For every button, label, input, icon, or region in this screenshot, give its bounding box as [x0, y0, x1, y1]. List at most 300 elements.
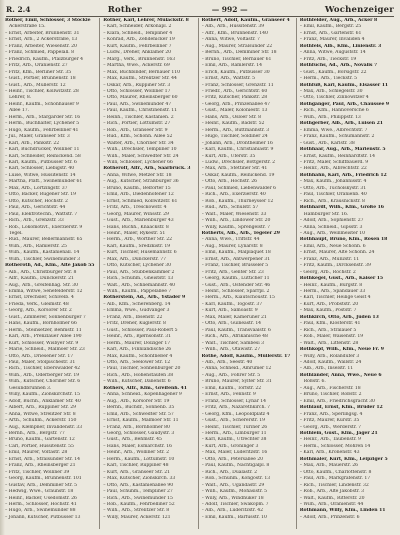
directory-entry: Rothert, Adolf, Kaufm., Granseer 4 [201, 18, 290, 23]
directory-entry: – Walt., Tischler, Sambesi 3 [201, 340, 264, 346]
directory-entry: – Rich., Arb., Dualastr. 2 [201, 469, 257, 475]
directory-entry: – Gust., Maler, Koloniestr. 13 [201, 108, 268, 114]
directory-entry: – Karl, Kaufm., Utrechter 38 [201, 437, 267, 443]
directory-entry: – Paul, Arb., Swinemünder 47 [103, 101, 172, 107]
directory-column-2 [103, 18, 198, 529]
directory-entry: Rothmaler, Kurt, Kfm., Leipziger 5 [299, 456, 388, 462]
directory-entry: – Fritz, Kutscher, Pankstr. 28 [201, 95, 268, 101]
directory-entry: – Paul, Kfm., Klosterstr. 41 [299, 321, 361, 327]
directory-entry: – Gust., Arb., Karlstr. 38 [299, 140, 355, 146]
directory-entry: – Anna, Schneid., Amrumer 12 [201, 366, 272, 372]
directory-entry: – Rich., Arb., Swinemünder 15 [103, 495, 173, 501]
directory-entry: – Otto, Arb., Hochstr. 26 [201, 179, 257, 185]
directory-entry: Rotheroff, Alfr., Arb., Saarbrück. 3 [103, 166, 191, 172]
directory-entry: – Anna, Witwe, Voltastr. 7 [201, 37, 260, 43]
directory-entry: – Adolf, Buchh., Anklamer Str. 40 [5, 398, 81, 404]
directory-entry: – Aug., Arb., Fischerstr. 18 [299, 385, 361, 391]
page-number: — 992 — [211, 5, 248, 14]
directory-entry: – Rich., Arb., Hohenstaufen 38 [103, 372, 174, 378]
directory-entry: – Gust., Arb., Behmstr. 45 [103, 437, 162, 443]
directory-entry: Rothgänger, Paul, Arb., Chaussee 9 [299, 101, 390, 107]
directory-entry: Rother, Karl, Lehrer, Mulackstr. 8 [103, 18, 189, 23]
directory-entry: – Alb., Arb., Lüderitzstr. 42 [201, 508, 264, 514]
directory-entry: – Max, Kaufm., Strelitzer Str. 44 [103, 76, 177, 82]
directory-entry: – Karl, Arb., Pankstr. 22 [5, 140, 60, 146]
directory-entry: – Max, Buchbinder, Bernauer 110 [103, 69, 181, 75]
directory-entry: – Georg, Schlosser, Gaudystr. 3 [103, 431, 175, 436]
directory-entry: – Jul., Maler, Granseer Str. 3 [5, 134, 70, 140]
directory-entry: – Wilh., Kutscher, Dänenstr. 6 [103, 379, 171, 385]
directory-entry: – Friedrich, Kaufm., Pfalzburger 4 [5, 56, 84, 62]
directory-entry: – Gust., Zimmerer, Sonnenburger 7 [5, 314, 86, 320]
directory-entry: – Franz, Schmied, Pappelall. 8 [5, 50, 74, 56]
directory-entry: – Ernst, Arb., Fennstr. 9 [201, 392, 256, 398]
directory-entry: – Rob., Maler, Waisenstr. 19 [299, 334, 364, 340]
directory-entry: – Aug., Maurer, Stralsunder 22 [201, 43, 273, 49]
directory-entry: – Wilh., Arb., Oderberger Str. 19 [5, 372, 80, 378]
directory-entry: – Hugo, Arb., Swinemünder 88 [5, 508, 76, 514]
directory-entry: – Paul, Schuhm., Templiner 27 [103, 489, 173, 495]
directory-entry: – Karl, Tischler, Heilige Geist 4 [299, 295, 371, 301]
directory-entry: – Alb., Arb., Seestr. 40 [201, 360, 253, 366]
directory-entry: – Otto, Arb., Seelower Str. 12 [103, 360, 171, 366]
directory-entry: – Paul, Arb., Stubbenkammer 2 [103, 269, 175, 275]
directory-entry: – Gust., Arb., Ostender Str. 46 [201, 282, 271, 288]
directory-entry: – Aug., Arb., Föhrer Str. 5 [201, 372, 261, 378]
directory-entry: – Rich., Tischler, Lindenstr. 32 [299, 482, 369, 488]
directory-entry: – Rich., Arb., Afrikanische 48 [201, 334, 268, 340]
directory-entry: – Wilh., Arb., Ramlerstr. 25 [5, 243, 67, 249]
directory-entry: – Paul, Arb., Markgrafenstr. 17 [299, 476, 371, 482]
directory-entry: – Max, Maler, Lüderitzstr. 16 [201, 450, 268, 456]
directory-entry: – Karl, Arb., Kronenstr. 43 [299, 450, 360, 456]
directory-entry: Rothlein, Gust., Kfm., Jäger 21 [299, 431, 378, 436]
directory-entry: – Otto, Arb., Petersallee 20 [201, 456, 263, 462]
directory-entry: – Rich., Arb., Stralauer 5 [299, 327, 357, 333]
directory-entry: – Otto, Kaufm., Charlottenstr. 8 [299, 469, 372, 475]
directory-entry: – Karl, Kaufm., Christianiastr. 9 [201, 147, 274, 153]
directory-entry: – Wilh., Maler, Schwedter Str. 24 [103, 153, 179, 159]
directory-entry: – Emil, Arb., Schwedter Str. 57 [103, 411, 174, 417]
directory-entry: – Emma, Wwe., Albrechtstr. 7 [299, 127, 368, 133]
directory-entry: – Franz, Arb., Rheinsberger 21 [5, 463, 76, 469]
directory-entry: – Emil, Arb., Neue Schönh. 6 [299, 243, 366, 249]
directory-entry: Allee 17. [9, 108, 30, 114]
directory-column-4 [300, 18, 395, 529]
directory-entry: Rothers, Alfr., Kfm., Greifenh. 41 [103, 385, 187, 391]
directory-entry: Rothkirch, Otto, Arb., Jüden 13 [299, 314, 379, 320]
directory-entry: – Heinr., Kaufm., Burgstr. 8 [299, 282, 363, 288]
directory-entry: – Herm., Arb., Limburger 11 [201, 431, 267, 436]
directory-entry: – Rud., Kfm., Schönh. Allee 52 [103, 134, 173, 140]
directory-entry: – Rob., Lokomotivf., Exerzierstr. 9 [5, 224, 83, 230]
directory-entry: – Herm., Arb., Spandauer 33 [299, 289, 366, 295]
directory-columns [5, 18, 395, 529]
directory-entry: – Wilh., Arb., Oranienstr. 44 [299, 501, 364, 507]
directory-entry: – Kurt, Tischler, Husemannstr. 6 [103, 250, 177, 256]
directory-entry: – Fritz, Dreher, Kuglerstr. 8 [103, 321, 166, 327]
directory-entry: – Herm., Arb., Wörther Str. 22 [103, 237, 172, 243]
header-section-marker: R. 2.4 [6, 5, 31, 14]
directory-entry: – Karl, Schlosser, Liebigstr. 40 [5, 166, 75, 172]
directory-entry: – Walt., Arb., Littenstr. 28 [299, 340, 359, 346]
directory-entry: – Georg, Kaufm., Brunnenstr. 101 [5, 476, 82, 482]
directory-entry: – Paul, Kaufm., Transvaalstr. 6 [201, 327, 271, 333]
directory-entry: – Heinr., Arb., Taubenstr. 9 [299, 437, 361, 443]
directory-entry: – Kurt, Arb., Probststr. 20 [299, 301, 359, 307]
directory-entry: – Kurt, Schlosser, Wisbyer Str. 9 [5, 340, 79, 346]
directory-entry: – Ernst, Arb., Antwerpener 31 [201, 256, 271, 262]
directory-entry: – Ernst, Kaufm., Malmöer Str. 11 [103, 418, 179, 424]
directory-entry: – Fritz, Arb., Oranienstr. 27 [5, 63, 68, 69]
directory-entry: – Karl, Kaufm., Putbusser Str. 6 [5, 159, 77, 165]
directory-entry: – Paul, Elektrotechn., Wattstr. 7 [5, 211, 78, 217]
directory-entry: – Walt., Arb., Schliemannstr. 40 [103, 282, 176, 288]
directory-entry: – Franz, Arb., Sperlingsg. 4 [299, 411, 363, 417]
directory-entry: – Heinr., Arb., Bjørnsonstr. 31 [103, 334, 171, 340]
directory-entry: – Wilh., Arb., Strelitzer Str. 8 [103, 508, 170, 514]
directory-entry: – Herm., Buchhalter, Lychener 5 [5, 121, 80, 127]
directory-entry: – Gust., Schlosser, Paul-Robert 5 [103, 327, 178, 333]
directory-entry: – Alfr., Kfm., Brunnenstr. 140 [201, 30, 268, 36]
directory-entry: – Rob., Arb., Granseer Str. 9 [103, 127, 168, 133]
directory-entry: – Rich., Kfm., Hannoversche 6 [299, 108, 369, 114]
directory-entry: – Max, Maler, Kameruner 21 [201, 314, 267, 320]
directory-entry: – Willy, Arb., Windhuker 18 [201, 495, 264, 501]
directory-entry: – Heinr., Kaufm., Badstr. 52 [201, 121, 265, 127]
directory-entry: – Herm., Arb., Tieckstr. 5 [299, 76, 358, 82]
directory-column-1 [5, 18, 100, 529]
directory-entry: – Max, Kaufm., Schönfließer 4 [103, 353, 173, 359]
directory-entry: – Anna, Wwe., Triftstr. 44 [201, 237, 260, 243]
directory-entry: – Wilh., Kaufm., Kastanienall. 14 [5, 250, 80, 256]
directory-entry: – Luise, Witwe, Hussitenstr. 14 [5, 172, 76, 178]
directory-entry: – Emil, Kaufm., Torfstr. 22 [201, 385, 262, 391]
directory-entry: – Klara, Schneid., Templiner 4 [103, 30, 173, 36]
directory-entry: – Karl, Arb., Finnländische 26 [103, 347, 172, 353]
directory-entry: – Hugo, Kaufm., Fehrbelliner 41 [5, 127, 79, 133]
directory-entry: – Ernst, Arb., 2 Ackerstraße, 13 [5, 37, 78, 43]
directory-entry: – Anna, Witwe, Strelitzer Str. 8 [5, 411, 76, 417]
directory-entry: – Max, Kaufm., Poststr. 7 [299, 308, 357, 314]
directory-entry: Gesundbrunnen 3. [9, 385, 52, 391]
directory-entry: – Willy, Maurer, Ackerstr. 121 [103, 514, 171, 520]
directory-entry: – Willy, Arb., Rolandufer 3 [299, 353, 360, 359]
directory-entry: – Adolf, Kaufm., Wallstr. 24 [299, 360, 362, 366]
directory-entry: – Karl, Kaufm., Sredzkistr. 19 [103, 243, 171, 249]
directory-entry: – Fritz, Maler, Schiffbauerd. 9 [299, 159, 369, 165]
directory-entry: Rothfuß, Karl, Kaufm., Elsasser 11 [299, 82, 388, 88]
directory-entry: – Gust., Kaufm., Borsigstr. 22 [299, 69, 367, 75]
directory-entry: – Willy, Kaufm., Zionskirchstr. 15 [5, 392, 80, 398]
directory-entry: – Herm., Arb., Stargarder Str. 16 [5, 114, 81, 120]
directory-entry: – Franz, Kaufm., Schumannstr. 2 [299, 134, 375, 140]
directory-entry: Rother, Emil, Schlosser, 3 Stöckle [5, 18, 91, 23]
directory-entry: – Wilh., Kaufm., Mohasistr. 5 [201, 489, 268, 495]
directory-entry: – Franz, Arb., Münzstr. 11 [299, 256, 360, 262]
directory-entry: – Max, Kaufm., Johannisstr. 4 [299, 179, 367, 185]
directory-entry: – Georg, Arb., Prinzenallee 47 [201, 101, 271, 107]
directory-entry: – Hans, Buchh., Knaackstr. 8 [103, 224, 169, 230]
directory-entry: Rothhaupt, Bruno, Kfm., Rosen 18 [299, 237, 388, 243]
directory-entry: – Emil, Arb., Ramlerstr. 14 [201, 63, 263, 69]
directory-entry: – Heinr., Bäcker, Usedomstr. 26 [5, 495, 77, 501]
directory-entry: – Karl, Schneider, Arkonapl. 2 [103, 24, 172, 30]
directory-entry: – Ernst, Arb., Gartenstr. 61 [299, 30, 362, 36]
directory-entry: – Fritz, Arb., Nazarethkirch. 7 [201, 405, 271, 411]
directory-entry: – Aug., Arb., Weinmeister 10 [299, 230, 365, 236]
directory-entry: – Karl, Kaufm., Togostr. 37 [201, 301, 263, 307]
directory-entry: – Kurt, Arb., Samoastr. 9 [201, 308, 258, 314]
directory-entry: – Willi, Schlosser, Lychener 66 [103, 159, 173, 165]
directory-entry: – Bruno, Tischler, Roßstr. 2 [299, 392, 362, 398]
directory-entry: – Ernst, Arb., Wattstr. 5 [201, 76, 255, 82]
directory-entry: – Kurt, Arb., Groninger 3 [201, 443, 259, 449]
directory-entry: Rothfels, Alb., Kfm., Linienstr. 3 [299, 43, 382, 49]
directory-entry: – Hans, Arb., Osloer Str. 8 [201, 114, 261, 120]
directory-entry: – Fritz, Arb., Genter Str. 23 [201, 269, 264, 275]
directory-entry: – Herm., Steinsetzer, Behmstr. 11 [5, 327, 82, 333]
directory-entry: – Paul, Tischler, Oranienb. 40 [299, 192, 367, 198]
directory-entry: – Reinh., Tischler, Kastanien. 2 [103, 114, 174, 120]
directory-entry: – Heinr., Schlosser, Sparrpl. 2 [201, 289, 270, 295]
directory-entry: – Fritz, Arb., Tieckstr. 19 [299, 56, 357, 62]
directory-entry: Rothhardt, Wilh., Kfm., Große 16 [299, 205, 384, 211]
directory-entry: – Max, Kutscher, Zionskirch. 33 [103, 476, 176, 482]
directory-entry: – Anna, Schneid., Gipsstr. 3 [299, 224, 363, 230]
directory-entry: – Alb., Arb., Christburger Str. 8 [5, 269, 77, 275]
directory-entry: Rothfelder, Aug., Arb., Acker 8 [299, 18, 378, 23]
directory-entry: – Alb., Arb., Inselstr. 11 [299, 366, 354, 372]
header-surname-range: Rother [107, 4, 142, 15]
header-middle [108, 5, 248, 15]
directory-entry: – Franz, Arb., Ibsenstr. 22 [103, 314, 163, 320]
directory-entry: Rothgerber, Alb., Arb., Luisen 21 [299, 121, 383, 127]
directory-entry: – Hans, Kaufm., Bornholmer 66 [5, 321, 77, 327]
directory-column-3 [202, 18, 297, 529]
directory-entry: – Max, Arb., Dunckerstr. 77 [103, 256, 166, 262]
directory-entry: – Albert, Arb., Ruppiner Str. 29 [5, 405, 76, 411]
directory-entry: – Georg, Maurer, Winsstr. 29 [103, 211, 169, 217]
directory-entry: – Paul, Arb., Gerichtstr. 44 [5, 205, 66, 211]
directory-entry: – Aug., Klempner, Invalidenstr. 33 [5, 424, 83, 430]
directory-entry: – Arth., Schuhm., Ackerstr. 150 [5, 418, 77, 424]
directory-entry: – Georg, Kaufm., Lütticher 11 [201, 276, 270, 282]
directory-entry: Rothlauf, Ernst, Kfm., Brüder 12 [299, 405, 383, 411]
directory-entry: – Emil, Kaufm., Barfusstr. 10 [201, 514, 267, 520]
directory-entry: – Bernh., Buchdr., Sonnenb. 35 [103, 405, 175, 411]
directory-entry: – Wilh., Tischler, Swinemünder 3 [5, 256, 81, 262]
directory-entry: – Otto, Kutscher, Hochstr. 2 [5, 198, 68, 204]
directory-entry: – Paul, Kaufm., Nachtigalpl. 8 [201, 463, 270, 469]
directory-entry: – Rich., Arb., Exerzierstr. 40 [201, 192, 266, 198]
directory-entry: – Bruno, Kaufm., Belforter 15 [103, 185, 171, 191]
directory-entry: – Herm., Maurer, Dolziger 17 [103, 340, 171, 346]
directory-entry: – Rich., Tischler, Eberswalder 42 [5, 366, 81, 372]
directory-entry: Hamburger Str. 16. [303, 211, 349, 217]
directory-entry: – Willy, Kaufm., Sprengelstr. 7 [201, 224, 271, 230]
directory-entry: – Walt., Kaufm., Ritterstr. 20 [299, 495, 365, 501]
directory-entry: – Rich., Arb., Krausnickstr. 8 [299, 198, 365, 204]
directory-entry: – Aug., Arb., Korsörer Str. 19 [103, 398, 170, 404]
directory-entry: – Otto, Tischler, Zinnowitzer 4 [299, 95, 369, 101]
directory-entry: – Franz, Maurer, Invaliden 4 [299, 37, 365, 43]
directory-entry: – Gust., Arb., Müllerstr. 12 [5, 82, 66, 88]
directory-entry: – Max, Arb., Stettiner Str. 41 [201, 166, 268, 172]
directory-entry: – Alfr., Kaufm., Dunckerstr. 21 [5, 276, 74, 282]
directory-entry: – Konrad, Arb., Zehdenicker 19 [103, 37, 175, 43]
directory-entry: – Max, Arb., Lortzingstr. 37 [5, 185, 68, 191]
directory-entry: Rothhaar, Aug., Arb., Marienstr. 5 [299, 147, 386, 153]
directory-entry: – Emil, Arb., Diedenhofener 12 [103, 192, 174, 198]
directory-entry: – Heinr., Arb., Albrechtstr. 22 [299, 166, 367, 172]
directory-entry: – Rob., Kaufm., Fehrbelliner 52 [103, 501, 175, 507]
directory-entry: Rothländer, Anna, Wwe., Neue 6 [299, 372, 382, 378]
directory-entry: – Wilh., Kutscher, Choriner Str. 6 [5, 379, 81, 385]
directory-entry: – Gust., Arb., Schererstr. 19 [201, 418, 266, 424]
directory-entry: – Ernst, Drechsler, Schivelb. 4 [5, 295, 74, 301]
directory-entry: Rothhahn, Karl, Arb., Friedrich 12 [299, 172, 387, 178]
directory-entry: – Heinr., Tischler, Kollwitzstr. 28 [5, 88, 79, 94]
directory-entry: Rothe, Adolf, Kaufm., Müllerstr. 17 [201, 353, 291, 359]
directory-entry: – Max, Arb., Mauerstr. 26 [299, 463, 359, 469]
directory-entry: – Wilh., Arb., Lindower Str. 20 [201, 218, 271, 224]
directory-entry: – Franz, Arbeiter, Wiesenstr. 20 [5, 43, 77, 49]
directory-entry: – Gust., Portier, Brunnenstr. 18 [5, 76, 76, 82]
directory-entry: – Walt., Arb., Ugandastr. 29 [201, 482, 265, 488]
directory-entry: – Bruno, Tischler, Bernauer 61 [201, 56, 272, 62]
directory-entry: – Ernst, Maurer, Alte Schönh. 24 [299, 250, 375, 256]
directory-entry: – Franz, Arb., Bornholmer 80 [103, 424, 170, 430]
directory-entry: – Emil, Kaufm., Malplaquet 18 [201, 250, 271, 256]
directory-entry: – Gust., Arb., Marienburger 43 [103, 218, 174, 224]
directory-entry: – Hugo, Tischler, Soldiner 24 [201, 134, 268, 140]
directory-entry: – Anna, Schneid., Kopenhagener 9 [103, 392, 182, 398]
directory-entry: – Max, Arb., Schlegelstr. 30 [299, 88, 363, 94]
directory-entry: – Herm., Kaufm., Lottumstr. 10 [103, 456, 175, 462]
directory-entry: – Ernst, Arbeiter, Brunnenstr. 31 [5, 30, 80, 36]
directory-entry: Rothfuchs, Ad., Arb., Novalis 7 [299, 63, 378, 69]
directory-entry: – Herm., Arb., Buttmannstr. 3 [201, 127, 270, 133]
directory-entry: – Georg, Arb., Rochstr. 2 [299, 269, 356, 275]
directory-entry: – Emil, Maurer, Voltastr. 28 [5, 450, 68, 456]
directory-entry: – Aug., Maurer, Lynarstr. 8 [201, 243, 263, 249]
directory-entry: – Ernst, Arb., Stralsunder Str. 14 [5, 456, 80, 462]
directory-entry: – Johann, Kutscher, Putbusser 13 [5, 514, 81, 520]
directory-entry: Rothmann, Willy, Kfm., Linden 11 [299, 508, 386, 514]
directory-entry: – Emil, Kaufm., Bergstr. 25 [299, 24, 362, 30]
directory-entry: – Frieda, Verk., Gleimstr. 48 [5, 301, 69, 307]
directory-entry: – Fritz, Kaufm., Dircksenstr. 39 [299, 263, 371, 269]
directory-entry: – Franz, Tischler, Brüsseler 5 [201, 263, 269, 269]
directory-entry: – Paul, Kaufm., Christinenstr. 11 [103, 108, 178, 114]
directory-entry: – Paul, Schmied, Liebenwalder 6 [201, 185, 276, 191]
directory-entry: – Rich., Portier, Lottumstr. 27 [103, 121, 171, 127]
directory-entry: – Otto, Arb., Kastanienallee 90 [103, 482, 174, 488]
directory-entry: – Adolf, Tischler, Swakopm. 7 [201, 501, 269, 507]
directory-entry: – Martha, Wwe., Ackerstr. 69 [103, 63, 170, 69]
directory-entry: – Wilh., Arb., Otawistr. 27 [201, 347, 261, 353]
directory-entry: – Georg, Arb., Korsörer Str. 2 [5, 308, 72, 314]
directory-entry: – Bruno, Kaufm., Gartenstr. 12 [5, 437, 75, 443]
directory-entry: – Marg., Verk., Brunnenstr. 163 [103, 56, 176, 62]
directory-entry: Rotherts, Alb., Arb., Tegeler 29 [201, 230, 280, 236]
directory-entry: – Rob., Kaufm., Thurneysser 12 [201, 198, 274, 204]
directory-entry: – Erich, Kaufm., Putbusser 30 [201, 69, 270, 75]
directory-entry: Rotheroth, Ad., Kfm., Alte Jakob 55 [5, 263, 95, 269]
directory-entry: – Bruno, Maurer, Sylter Str. 31 [201, 379, 272, 385]
directory-entry: – Ludw., Dreher, Anklamer 20 [103, 50, 172, 56]
directory-entry: – Herm., Arb., Kiautschoustr. 15 [201, 295, 275, 301]
directory-entry: – Heinr., Kaufm., Schönhauser 9 [5, 101, 79, 107]
directory-entry: – Otto, Bäcker, Rügener Str. 19 [5, 192, 77, 198]
directory-entry: – Georg, Arb., Werderstr. 7 [299, 424, 362, 430]
directory-entry: – Anna, Witwe, Metzer Str. 18 [103, 172, 172, 178]
directory-entry: – Rob., Arb., Alte Jakobstr. 3 [299, 489, 365, 495]
directory-entry: – Kurt, Arb., Uferstr. 35 [201, 153, 256, 159]
directory-entry: – Rich., Schuhm., Gneiststr. 13 [103, 276, 174, 282]
directory-entry: – Kurt, Kaufm., Fehrbelliner 7 [103, 43, 172, 49]
directory-entry: – Otto, Maurer, Rheinsberger 60 [103, 95, 178, 101]
directory-entry: – Karl, Tischler, Ruppiner 48 [103, 463, 169, 469]
directory-entry: – Paul, Maler, Stolpischestr. 31 [5, 360, 76, 366]
directory-entry: – Oskar, Arb., Ruppiner Str. 3 [103, 82, 171, 88]
directory-entry: – Hans, Maler, Esmarchstr. 16 [103, 443, 172, 449]
directory-entry: – Marie, Schneid., Malmöer Str. 23 [5, 347, 85, 353]
directory-entry: – Johann, Arb., Drontheimer 16 [201, 140, 273, 146]
directory-entry: – Fritz, Kfm., Berliner Str. 35 [5, 69, 72, 75]
directory-entry: – Alb., Arb., Hussitenstr. 39 [201, 24, 265, 30]
directory-entry: – Herm., Schlosser, Hochstr. 41 [5, 501, 77, 507]
directory-entry: Rothkegel, Gust., Arb., Kaiser 15 [299, 276, 384, 282]
directory-entry: – Martha, Plätt., Swinemünder 61 [5, 179, 83, 185]
directory-entry: – Wilh., Drechsler, Templiner 10 [103, 147, 177, 153]
directory-entry: – Karl, Buchdrucker, Wolliner 11 [5, 147, 80, 153]
directory-entry: – Ernst, Kaufm., Reinhardtstr. 14 [299, 153, 376, 159]
directory-entry: Roßstr. 6. [303, 379, 326, 385]
directory-entry: – Bernh., Arb., Demminer Str. 18 [201, 50, 277, 56]
directory-entry: – Fritz, Tischler, Wolliner 39 [5, 469, 70, 475]
directory-entry: – Aug., Arb., Greifenhag. Str. 30 [5, 282, 78, 288]
directory-entry: – Oskar, Kaufm., Reinickend. 19 [201, 172, 275, 178]
directory-entry: – Carl, Portier, Hussitenstr. 55 [5, 443, 74, 449]
directory-entry: – Heinr., Maler, Rykestr. 51 [103, 230, 166, 236]
directory-entry: – Otto, Arb., Guineastr. 14 [201, 321, 262, 327]
directory-entry: – Wilh., Arb., Philippstr. 13 [299, 114, 361, 120]
directory-entry: – Emma, Wwe., Gudvanger 3 [103, 308, 170, 314]
directory-entry: – Bernh., Arb., Bergstr. 77 [5, 431, 65, 436]
directory-entry: – Adolf, Arb., Prinzenstr. 6 [299, 514, 360, 520]
directory-entry: Rotherstein, Ad., Arb., Ystader 9 [103, 295, 186, 301]
directory-entry: – Friedr., Arb., Gerichtstr. 60 [201, 88, 268, 94]
directory-entry: – Alb., Kfm., Scherenberg. 14 [103, 301, 171, 307]
directory-entry: – Anna, Witwe, Auguststr. 14 [299, 50, 366, 56]
directory-entry: – Otto, Kutscher, Lychener 30 [103, 263, 172, 269]
directory-entry: – Aug., Kutscher, Straßburger 36 [103, 179, 179, 185]
page-header [6, 3, 394, 17]
directory-entry: – Adolf, Arb., Sophienstr. 27 [299, 218, 364, 224]
directory-entry: – Franz, Schlosser, Lynar 14 [201, 398, 267, 404]
directory-entry: Tegel. [9, 230, 23, 236]
directory-entry: – Otto, Schlosser, Wolliner 17 [103, 88, 171, 94]
directory-entry: – Walter, Arb., Choriner Str. 34 [103, 140, 174, 146]
directory-entry: – Rob., Schuhm., Kongostr. 13 [201, 476, 271, 482]
directory-entry: – Georg, Kfm., Leopoldplatz 4 [201, 411, 270, 417]
directory-entry: – Karl, Arb., Prenzlauer Allee 190 [5, 334, 82, 340]
directory-entry: – Gustav, Arb., Demminer Str. 5 [5, 482, 78, 488]
directory-entry: – Emma, Witwe, Senefelderstr. 12 [5, 289, 83, 295]
directory-entry: – Fritz, Arb., Tresckowstr. 4 [103, 205, 167, 211]
